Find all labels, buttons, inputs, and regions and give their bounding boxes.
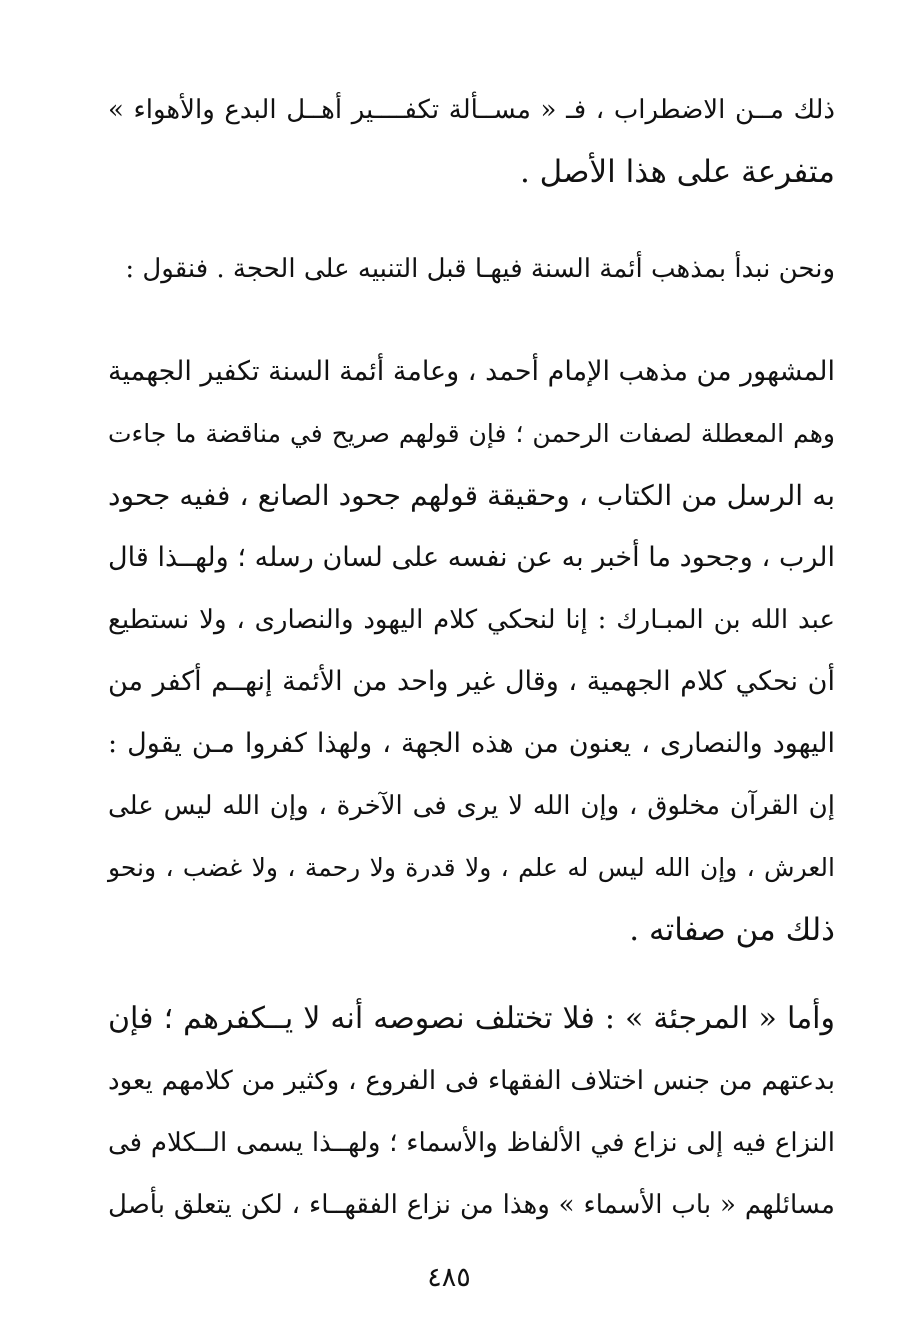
paragraph-line: المشهور من مذهب الإمام أحمد ، وعامة أئمة السنة تكفير الجهمية	[108, 356, 835, 387]
paragraph-line: ذلك مــن الاضطراب ، فـ « مســألة تكفــــير أهــل البدع والأهواء »	[108, 95, 835, 125]
paragraph-2	[108, 238, 835, 300]
paragraph-line: متفرعة على هذا الأصل .	[519, 154, 835, 190]
page-number: ٤٨٥	[427, 1262, 471, 1293]
paragraph-line: مسائلهم « باب الأسماء » وهذا من نزاع الفقهــاء ، لكن يتعلق بأصل	[108, 1190, 835, 1220]
paragraph-line: أن نحكي كلام الجهمية ، وقال غير واحد من الأئمة إنهــم أكفر من	[108, 666, 835, 697]
paragraph-line: النزاع فيه إلى نزاع في الألفاظ والأسماء ؛ ولهــذا يسمى الــكلام فى	[108, 1128, 835, 1158]
paragraph-line: اليهود والنصارى ، يعنون من هذه الجهة ، ولهذا كفروا مـن يقول :	[108, 728, 835, 759]
paragraph-line: عبد الله بن المبـارك : إنا لنحكي كلام اليهود والنصارى ، ولا نستطيع	[108, 605, 835, 635]
paragraph-3	[108, 341, 835, 961]
paragraph-line: بدعتهم من جنس اختلاف الفقهاء فى الفروع ، وكثير من كلامهم يعود	[108, 1066, 835, 1096]
paragraph-line: وهم المعطلة لصفات الرحمن ؛ فإن قولهم صريح في مناقضة ما جاءت	[108, 419, 835, 448]
paragraph-4	[108, 988, 835, 1236]
paragraph-line: وأما « المرجئة » : فلا تختلف نصوصه أنه لا يــكفرهم ؛ فإن	[108, 1001, 835, 1036]
paragraph-line: الرب ، وجحود ما أخبر به عن نفسه على لسان رسله ؛ ولهــذا قال	[108, 542, 835, 573]
paragraph-1	[108, 79, 835, 203]
paragraph-line: ذلك من صفاته .	[629, 912, 835, 948]
paragraph-line: ونحن نبدأ بمذهب أئمة السنة فيهـا قبل التنبيه على الحجة . فنقول :	[125, 254, 835, 284]
paragraph-line: به الرسل من الكتاب ، وحقيقة قولهم جحود الصانع ، ففيه جحود	[108, 479, 835, 512]
paragraph-line: إن القرآن مخلوق ، وإن الله لا يرى فى الآخرة ، وإن الله ليس على	[108, 791, 835, 821]
paragraph-line: العرش ، وإن الله ليس له علم ، ولا قدرة ولا رحمة ، ولا غضب ، ونحو	[108, 853, 835, 882]
